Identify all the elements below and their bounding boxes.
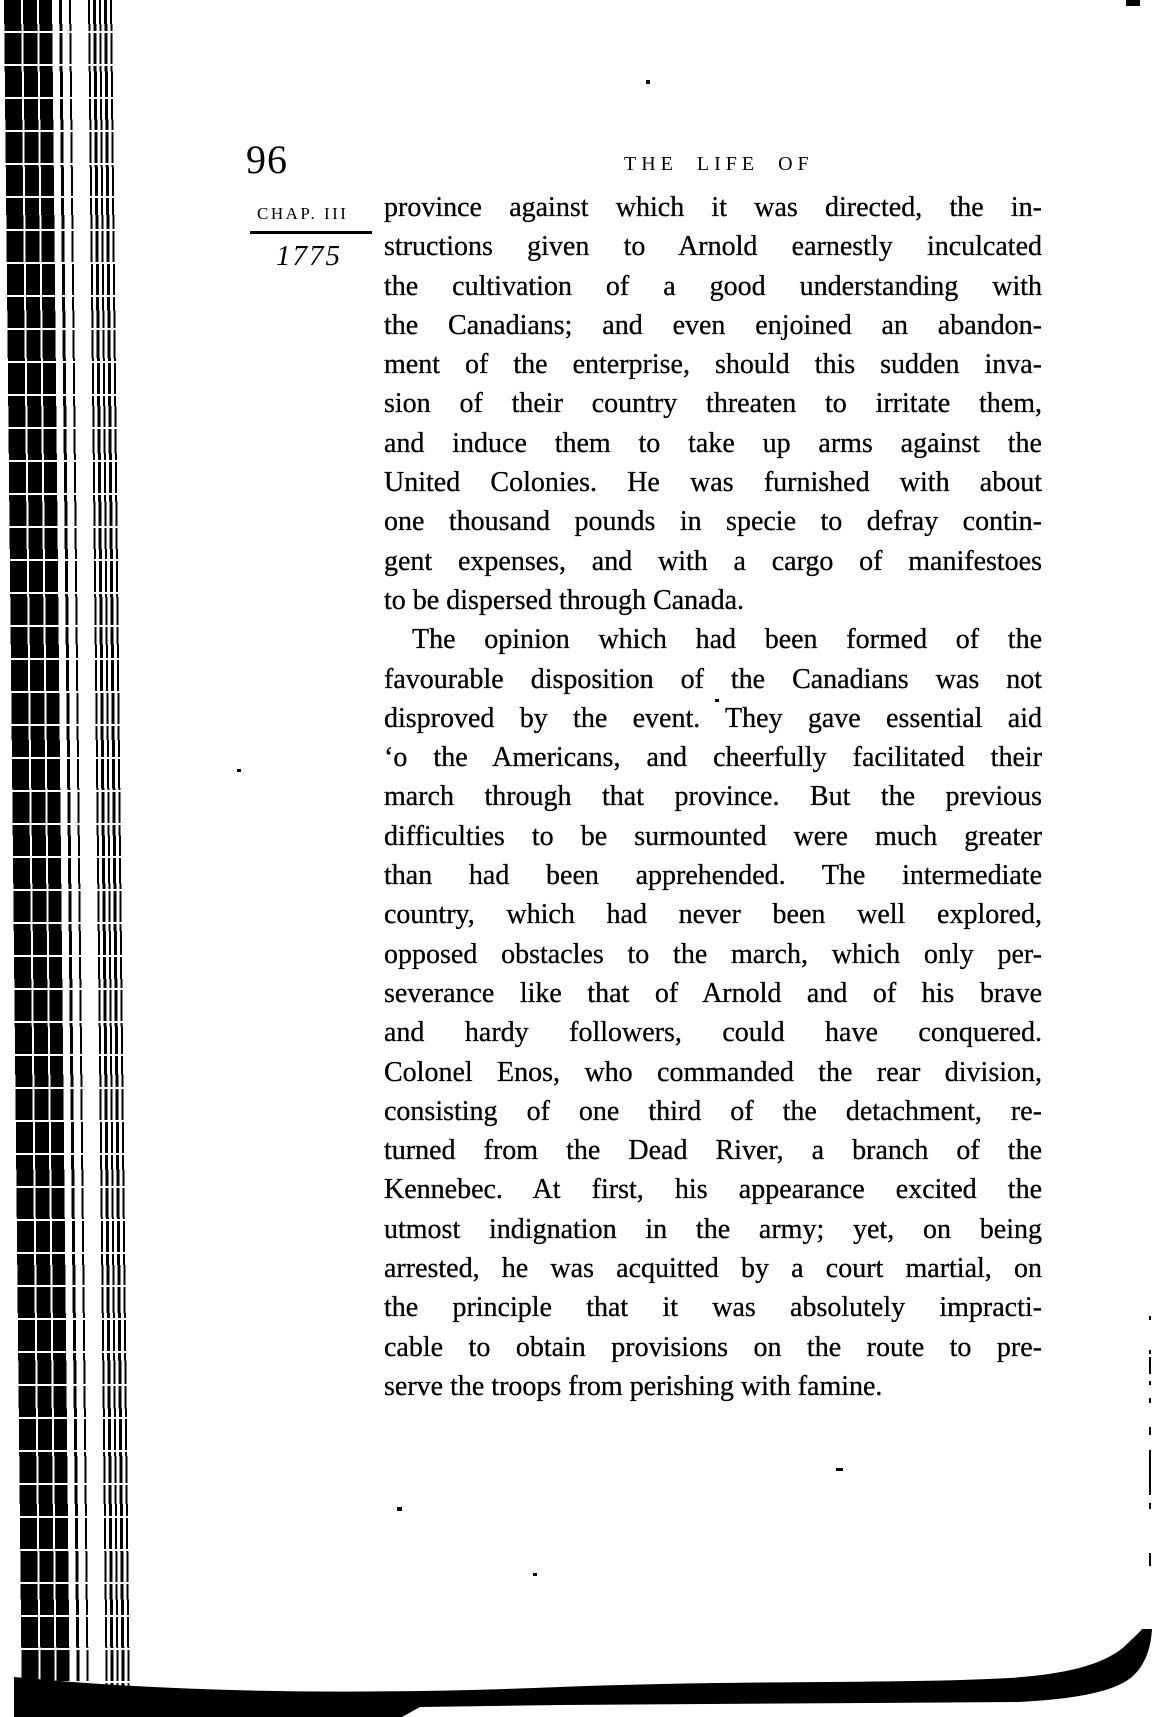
- text-line: march through that province. But the previous: [384, 781, 1042, 813]
- scan-binding-stripes: [0, 0, 146, 1717]
- body-text-block: [384, 188, 1042, 1406]
- text-line: ment of the enterprise, should this sudden inva-: [384, 349, 1042, 381]
- scan-edge-dash: [1149, 1381, 1151, 1385]
- text-line: Kennebec. At first, his appearance excited the: [384, 1174, 1042, 1206]
- text-line: consisting of one third of the detachment, re-: [384, 1095, 1042, 1127]
- text-line: favourable disposition of the Canadians was not: [384, 663, 1042, 695]
- scan-speck: [397, 1507, 402, 1511]
- scan-edge-dash: [1149, 1398, 1151, 1403]
- scan-edge-dash: [1149, 1503, 1151, 1509]
- text-line: sion of their country threaten to irritate them,: [384, 388, 1042, 420]
- text-line: The opinion which had been formed of the: [412, 624, 1042, 656]
- scan-corner-mark: [1126, 0, 1140, 6]
- text-line: United Colonies. He was furnished with about: [384, 467, 1042, 499]
- text-line: disproved by the event. They gave essential aid: [384, 702, 1042, 734]
- text-line: Colonel Enos, who commanded the rear division,: [384, 1056, 1042, 1088]
- scan-speck: [715, 699, 719, 702]
- text-line: and induce them to take up arms against the: [384, 427, 1042, 459]
- text-line: province against which it was directed, the in-: [384, 192, 1042, 223]
- scan-edge-dash: [1149, 1450, 1151, 1495]
- text-line: the Canadians; and even enjoined an abandon-: [384, 309, 1042, 341]
- page-number: 96: [246, 137, 288, 182]
- scan-edge-dash: [1149, 1316, 1151, 1320]
- margin-year-label: 1775: [276, 240, 342, 272]
- scan-speck: [533, 1573, 537, 1576]
- scan-bottom-edge: [0, 1617, 1160, 1717]
- text-line: ‘o the Americans, and cheerfully facilitated their: [384, 742, 1042, 774]
- scan-speck: [646, 80, 650, 84]
- scan-edge-dash: [1149, 1553, 1151, 1566]
- text-line: the principle that it was absolutely impracti-: [384, 1292, 1042, 1324]
- text-line: than had been apprehended. The intermediate: [384, 860, 1042, 892]
- text-line: difficulties to be surmounted were much greater: [384, 820, 1042, 852]
- scan-speck: [237, 769, 241, 772]
- text-line: and hardy followers, could have conquered.: [384, 1017, 1042, 1049]
- scan-edge-dash: [1149, 1357, 1151, 1374]
- text-line: to be dispersed through Canada.: [384, 584, 745, 616]
- text-line: turned from the Dead River, a branch of the: [384, 1135, 1042, 1167]
- text-line: serve the troops from perishing with famine.: [384, 1370, 883, 1402]
- scan-edge-dash: [1149, 1427, 1151, 1435]
- text-line: severance like that of Arnold and of his brave: [384, 977, 1042, 1009]
- text-line: opposed obstacles to the march, which only per-: [384, 938, 1042, 970]
- scan-speck: [836, 1468, 843, 1471]
- text-line: the cultivation of a good understanding with: [384, 270, 1042, 302]
- margin-chapter-label: CHAP. III: [257, 204, 349, 223]
- running-head: THE LIFE OF: [624, 153, 814, 175]
- text-line: country, which had never been well explored,: [384, 899, 1042, 931]
- text-line: one thousand pounds in specie to defray contin-: [384, 506, 1042, 538]
- scan-edge-dash: [1149, 1350, 1151, 1354]
- text-line: gent expenses, and with a cargo of manifestoes: [384, 545, 1042, 577]
- text-line: cable to obtain provisions on the route to pre-: [384, 1331, 1042, 1363]
- text-line: arrested, he was acquitted by a court martial, on: [384, 1253, 1042, 1285]
- text-line: structions given to Arnold earnestly inculcated: [384, 231, 1042, 263]
- margin-rule: [250, 231, 372, 234]
- text-line: utmost indignation in the army; yet, on being: [384, 1213, 1042, 1245]
